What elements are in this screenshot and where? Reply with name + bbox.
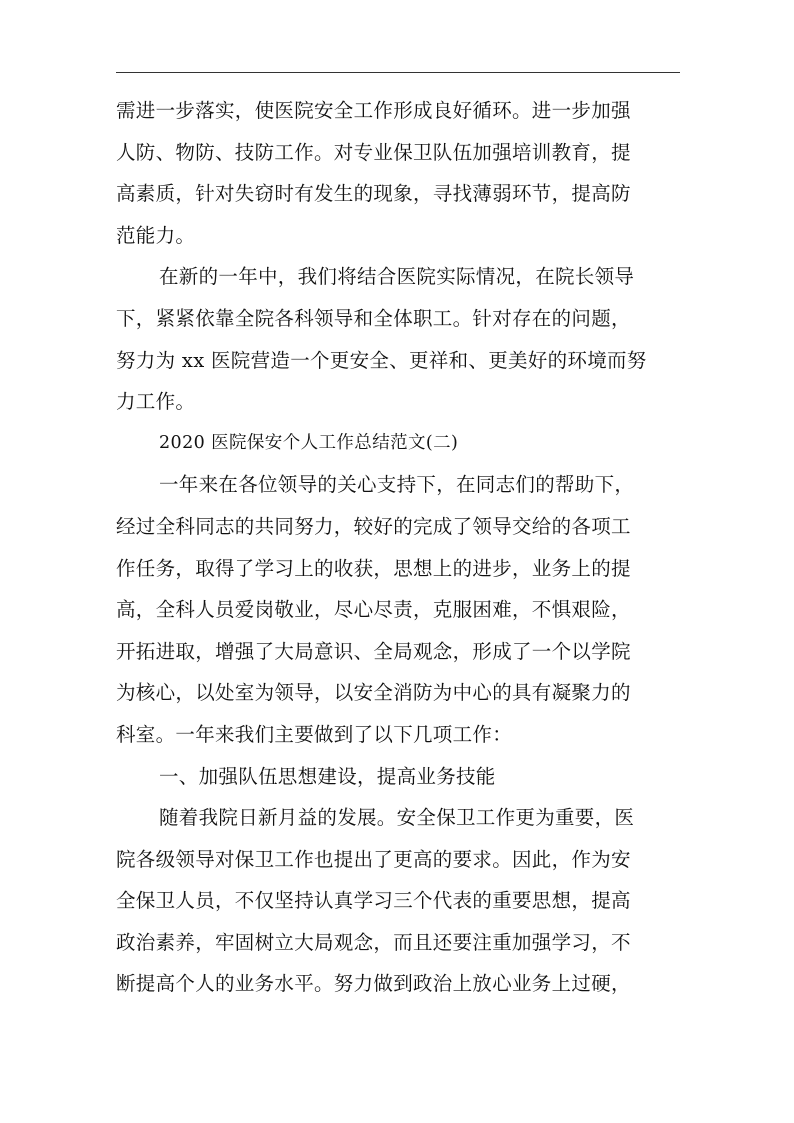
text-line: 高，全科人员爱岗敬业，尽心尽责，克服困难，不惧艰险， <box>116 598 631 622</box>
text-line: 政治素养，牢固树立大局观念，而且还要注重加强学习，不 <box>116 930 631 954</box>
text-line: 开拓进取，增强了大局意识、全局观念，形成了一个以学院 <box>116 639 631 663</box>
header-rule <box>116 72 680 73</box>
section-title: 2020 医院保安个人工作总结范文(二) <box>159 432 459 453</box>
paragraph-start-line: 在新的一年中，我们将结合医院实际情况，在院长领导 <box>159 265 635 289</box>
text-line: 人防、物防、技防工作。对专业保卫队伍加强培训教育，提 <box>116 140 631 164</box>
text-line: 力工作。 <box>116 390 196 414</box>
document-body <box>116 90 682 1005</box>
paragraph-start-line: 一年来在各位领导的关心支持下，在同志们的帮助下， <box>159 473 635 497</box>
text-line: 作任务，取得了学习上的收获，思想上的进步，业务上的提 <box>116 556 631 580</box>
text-line: 断提高个人的业务水平。努力做到政治上放心业务上过硬， <box>116 972 631 996</box>
text-line: 院各级领导对保卫工作也提出了更高的要求。因此，作为安 <box>116 847 631 871</box>
text-line: 经过全科同志的共同努力，较好的完成了领导交给的各项工 <box>116 514 631 538</box>
text-line: 高素质，针对失窃时有发生的现象，寻找薄弱环节，提高防 <box>116 182 631 206</box>
text-line: 努力为 xx 医院营造一个更安全、更祥和、更美好的环境而努 <box>116 348 647 372</box>
subsection-heading: 一、加强队伍思想建设，提高业务技能 <box>159 764 496 788</box>
text-line: 范能力。 <box>116 223 196 247</box>
text-line: 全保卫人员，不仅坚持认真学习三个代表的重要思想，提高 <box>116 889 631 913</box>
paragraph-start-line: 随着我院日新月益的发展。安全保卫工作更为重要，医 <box>159 806 635 830</box>
text-line: 需进一步落实，使医院安全工作形成良好循环。进一步加强 <box>116 99 631 122</box>
text-line: 科室。一年来我们主要做到了以下几项工作： <box>116 722 513 746</box>
text-line: 为核心，以处室为领导，以安全消防为中心的具有凝聚力的 <box>116 681 631 705</box>
text-line: 下，紧紧依靠全院各科领导和全体职工。针对存在的问题， <box>116 306 631 330</box>
